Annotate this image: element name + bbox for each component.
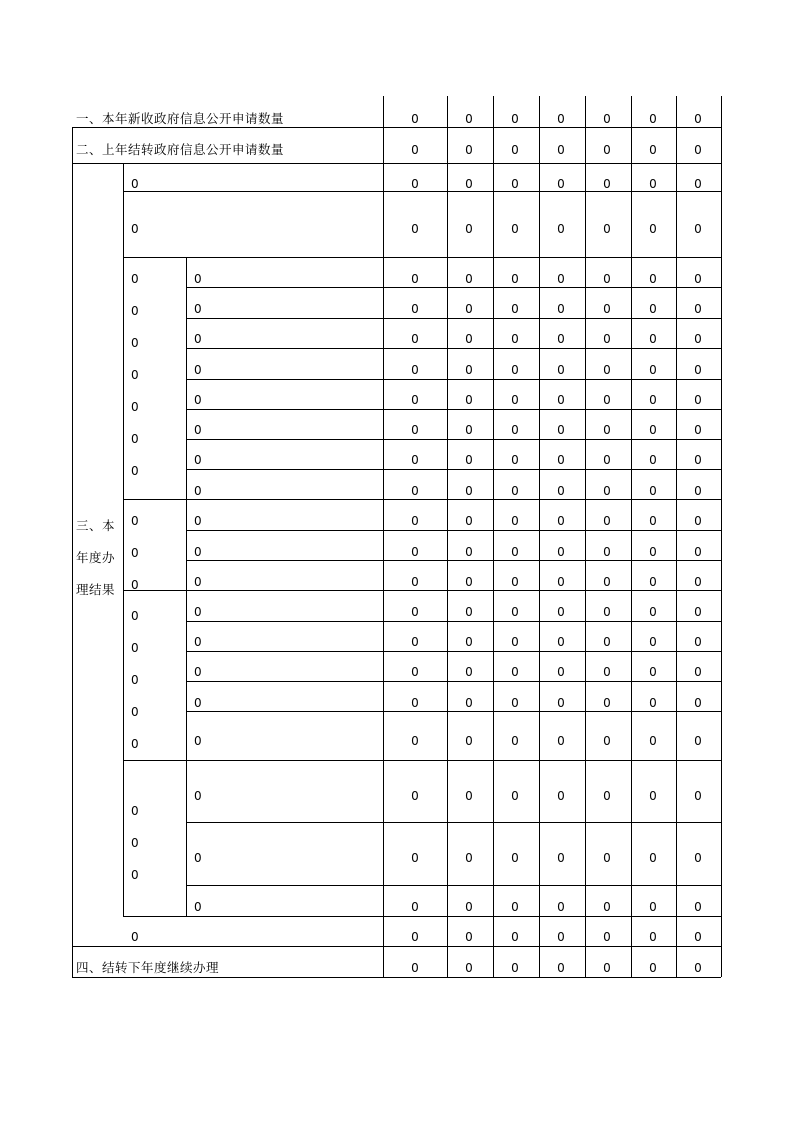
data-cell: 0 — [411, 177, 419, 191]
data-cell: 0 — [603, 453, 611, 467]
row-label-continue: 四、结转下年度继续办理 — [76, 960, 220, 975]
data-cell: 0 — [694, 363, 702, 377]
data-cell: 0 — [465, 789, 473, 803]
data-cell: 0 — [411, 393, 419, 407]
col-divider — [186, 257, 187, 499]
row-border — [186, 379, 721, 380]
col-divider — [585, 96, 586, 977]
data-cell: 0 — [694, 605, 702, 619]
sub-cell-value: 0 — [131, 737, 139, 751]
row-label-results: 三、本 — [76, 518, 116, 533]
data-cell: 0 — [465, 605, 473, 619]
data-cell: 0 — [694, 302, 702, 316]
sub-item-value: 0 — [194, 575, 202, 589]
data-cell: 0 — [411, 222, 419, 236]
data-cell: 0 — [557, 272, 565, 286]
data-cell: 0 — [649, 143, 657, 157]
sub-item-value: 0 — [194, 900, 202, 914]
data-cell: 0 — [557, 789, 565, 803]
data-cell: 0 — [557, 734, 565, 748]
data-cell: 0 — [649, 851, 657, 865]
col-divider — [539, 96, 540, 977]
data-cell: 0 — [465, 222, 473, 236]
data-cell: 0 — [603, 272, 611, 286]
data-cell: 0 — [649, 734, 657, 748]
row-border — [186, 530, 721, 531]
row-border — [186, 318, 721, 319]
data-cell: 0 — [411, 635, 419, 649]
data-cell: 0 — [465, 177, 473, 191]
sub-item-value: 0 — [194, 393, 202, 407]
data-cell: 0 — [557, 545, 565, 559]
data-cell: 0 — [603, 222, 611, 236]
sub-item-value: 0 — [194, 545, 202, 559]
data-cell: 0 — [511, 272, 519, 286]
data-cell: 0 — [511, 789, 519, 803]
data-cell: 0 — [511, 363, 519, 377]
sub-item-value: 0 — [194, 332, 202, 346]
row-border — [72, 163, 721, 164]
data-cell: 0 — [557, 605, 565, 619]
data-cell: 0 — [694, 332, 702, 346]
sub-cell-value: 0 — [131, 514, 139, 528]
data-cell: 0 — [411, 302, 419, 316]
data-cell: 0 — [649, 514, 657, 528]
data-cell: 0 — [411, 545, 419, 559]
col-divider — [631, 96, 632, 977]
row-border — [186, 469, 721, 470]
data-cell: 0 — [557, 484, 565, 498]
data-cell: 0 — [411, 734, 419, 748]
sub-cell-value: 0 — [131, 222, 139, 236]
data-cell: 0 — [411, 423, 419, 437]
row-border — [186, 651, 721, 652]
data-cell: 0 — [694, 453, 702, 467]
data-cell: 0 — [511, 851, 519, 865]
data-cell: 0 — [603, 332, 611, 346]
data-cell: 0 — [411, 665, 419, 679]
sub-cell-value: 0 — [131, 400, 139, 414]
sub-item-value: 0 — [194, 635, 202, 649]
data-cell: 0 — [557, 514, 565, 528]
data-cell: 0 — [649, 272, 657, 286]
data-cell: 0 — [465, 363, 473, 377]
data-cell: 0 — [511, 734, 519, 748]
data-cell: 0 — [411, 363, 419, 377]
data-cell: 0 — [465, 332, 473, 346]
data-cell: 0 — [511, 302, 519, 316]
sub-item-value: 0 — [194, 514, 202, 528]
row-border — [72, 977, 721, 978]
data-cell: 0 — [649, 393, 657, 407]
data-cell: 0 — [511, 393, 519, 407]
data-cell: 0 — [694, 665, 702, 679]
sub-cell-value: 0 — [131, 336, 139, 350]
data-cell: 0 — [603, 900, 611, 914]
data-cell: 0 — [694, 961, 702, 975]
sub-cell-value: 0 — [131, 641, 139, 655]
data-cell: 0 — [557, 112, 565, 126]
data-cell: 0 — [411, 851, 419, 865]
col-divider — [383, 96, 384, 977]
data-cell: 0 — [465, 545, 473, 559]
sub-item-value: 0 — [194, 453, 202, 467]
data-cell: 0 — [603, 363, 611, 377]
col-divider — [123, 163, 124, 916]
data-cell: 0 — [465, 575, 473, 589]
data-cell: 0 — [649, 900, 657, 914]
data-cell: 0 — [694, 734, 702, 748]
sub-item-value: 0 — [194, 665, 202, 679]
data-cell: 0 — [603, 545, 611, 559]
sub-cell-value: 0 — [131, 705, 139, 719]
data-cell: 0 — [649, 363, 657, 377]
sub-cell-value: 0 — [131, 272, 139, 286]
data-cell: 0 — [603, 930, 611, 944]
data-cell: 0 — [694, 423, 702, 437]
data-cell: 0 — [694, 272, 702, 286]
data-cell: 0 — [465, 665, 473, 679]
data-cell: 0 — [411, 575, 419, 589]
data-cell: 0 — [694, 696, 702, 710]
data-cell: 0 — [511, 930, 519, 944]
data-cell: 0 — [557, 575, 565, 589]
data-cell: 0 — [649, 222, 657, 236]
row-border — [186, 560, 721, 561]
data-cell: 0 — [649, 177, 657, 191]
data-cell: 0 — [465, 484, 473, 498]
data-cell: 0 — [465, 112, 473, 126]
row-border — [72, 127, 721, 128]
data-cell: 0 — [557, 222, 565, 236]
table-right-border — [721, 96, 722, 977]
data-cell: 0 — [649, 302, 657, 316]
data-cell: 0 — [411, 961, 419, 975]
data-cell: 0 — [511, 177, 519, 191]
col-divider — [493, 96, 494, 977]
col-divider — [447, 96, 448, 977]
row-label-carried-over: 二、上年结转政府信息公开申请数量 — [76, 142, 285, 157]
data-cell: 0 — [649, 789, 657, 803]
data-cell: 0 — [465, 734, 473, 748]
sub-cell-value: 0 — [131, 177, 139, 191]
data-cell: 0 — [557, 851, 565, 865]
data-cell: 0 — [694, 789, 702, 803]
data-cell: 0 — [603, 393, 611, 407]
data-cell: 0 — [649, 930, 657, 944]
row-border — [186, 885, 721, 886]
data-cell: 0 — [694, 575, 702, 589]
data-cell: 0 — [649, 575, 657, 589]
row-border — [72, 946, 721, 947]
sub-cell-value: 0 — [131, 432, 139, 446]
data-cell: 0 — [694, 143, 702, 157]
data-cell: 0 — [411, 900, 419, 914]
sub-cell-value: 0 — [131, 609, 139, 623]
row-border — [123, 257, 383, 258]
sub-cell-value: 0 — [131, 578, 139, 592]
data-cell: 0 — [557, 930, 565, 944]
data-cell: 0 — [603, 484, 611, 498]
data-cell: 0 — [557, 393, 565, 407]
data-cell: 0 — [511, 332, 519, 346]
data-cell: 0 — [694, 177, 702, 191]
data-cell: 0 — [557, 302, 565, 316]
data-cell: 0 — [603, 961, 611, 975]
data-cell: 0 — [511, 453, 519, 467]
data-cell: 0 — [649, 484, 657, 498]
sub-item-value: 0 — [194, 272, 202, 286]
data-cell: 0 — [603, 112, 611, 126]
data-cell: 0 — [694, 393, 702, 407]
data-cell: 0 — [511, 696, 519, 710]
data-cell: 0 — [649, 545, 657, 559]
data-cell: 0 — [603, 302, 611, 316]
data-cell: 0 — [649, 605, 657, 619]
data-cell: 0 — [465, 851, 473, 865]
data-cell: 0 — [557, 177, 565, 191]
data-cell: 0 — [511, 635, 519, 649]
data-cell: 0 — [557, 900, 565, 914]
sub-cell-value: 0 — [131, 930, 139, 944]
data-cell: 0 — [465, 900, 473, 914]
data-cell: 0 — [465, 696, 473, 710]
data-cell: 0 — [603, 423, 611, 437]
row-border — [186, 822, 721, 823]
data-cell: 0 — [603, 575, 611, 589]
data-cell: 0 — [465, 272, 473, 286]
data-cell: 0 — [465, 635, 473, 649]
data-cell: 0 — [649, 696, 657, 710]
data-cell: 0 — [411, 789, 419, 803]
data-cell: 0 — [465, 514, 473, 528]
sub-item-value: 0 — [194, 484, 202, 498]
data-cell: 0 — [694, 545, 702, 559]
data-cell: 0 — [603, 734, 611, 748]
col-divider — [676, 96, 677, 977]
data-cell: 0 — [557, 696, 565, 710]
data-cell: 0 — [411, 112, 419, 126]
data-cell: 0 — [465, 302, 473, 316]
row-border — [186, 409, 721, 410]
row-label-new-requests: 一、本年新收政府信息公开申请数量 — [76, 111, 285, 126]
data-cell: 0 — [411, 696, 419, 710]
data-cell: 0 — [694, 900, 702, 914]
data-cell: 0 — [511, 112, 519, 126]
sub-cell-value: 0 — [131, 546, 139, 560]
row-border — [186, 287, 721, 288]
data-cell: 0 — [603, 177, 611, 191]
data-cell: 0 — [557, 961, 565, 975]
data-cell: 0 — [557, 453, 565, 467]
sub-item-value: 0 — [194, 302, 202, 316]
data-cell: 0 — [694, 635, 702, 649]
data-cell: 0 — [649, 635, 657, 649]
data-cell: 0 — [411, 514, 419, 528]
data-cell: 0 — [465, 453, 473, 467]
sub-cell-value: 0 — [131, 868, 139, 882]
data-cell: 0 — [694, 851, 702, 865]
data-cell: 0 — [511, 484, 519, 498]
data-cell: 0 — [411, 143, 419, 157]
data-cell: 0 — [511, 423, 519, 437]
data-cell: 0 — [411, 332, 419, 346]
data-cell: 0 — [603, 851, 611, 865]
row-border — [186, 348, 721, 349]
data-cell: 0 — [694, 930, 702, 944]
data-cell: 0 — [557, 363, 565, 377]
data-cell: 0 — [557, 332, 565, 346]
data-cell: 0 — [649, 112, 657, 126]
data-cell: 0 — [603, 605, 611, 619]
data-cell: 0 — [511, 900, 519, 914]
data-cell: 0 — [411, 272, 419, 286]
data-cell: 0 — [694, 484, 702, 498]
sub-cell-value: 0 — [131, 464, 139, 478]
data-cell: 0 — [649, 665, 657, 679]
data-cell: 0 — [465, 393, 473, 407]
data-cell: 0 — [465, 961, 473, 975]
data-cell: 0 — [649, 961, 657, 975]
sub-item-value: 0 — [194, 696, 202, 710]
data-cell: 0 — [411, 605, 419, 619]
data-cell: 0 — [603, 696, 611, 710]
data-cell: 0 — [557, 635, 565, 649]
data-cell: 0 — [511, 575, 519, 589]
data-cell: 0 — [511, 961, 519, 975]
data-cell: 0 — [511, 545, 519, 559]
row-border — [186, 711, 721, 712]
data-cell: 0 — [411, 453, 419, 467]
sub-cell-value: 0 — [131, 673, 139, 687]
row-border — [186, 439, 721, 440]
data-cell: 0 — [649, 453, 657, 467]
table-left-border — [72, 127, 73, 977]
data-cell: 0 — [511, 222, 519, 236]
sub-item-value: 0 — [194, 789, 202, 803]
data-cell: 0 — [511, 605, 519, 619]
row-border — [186, 681, 721, 682]
sub-item-value: 0 — [194, 734, 202, 748]
data-cell: 0 — [694, 112, 702, 126]
data-cell: 0 — [411, 484, 419, 498]
row-label-results: 理结果 — [76, 582, 116, 597]
data-cell: 0 — [465, 143, 473, 157]
sub-cell-value: 0 — [131, 836, 139, 850]
data-cell: 0 — [649, 332, 657, 346]
data-cell: 0 — [649, 423, 657, 437]
sub-item-value: 0 — [194, 423, 202, 437]
sub-item-value: 0 — [194, 363, 202, 377]
col-divider — [186, 760, 187, 916]
data-cell: 0 — [557, 143, 565, 157]
sub-cell-value: 0 — [131, 804, 139, 818]
data-cell: 0 — [603, 143, 611, 157]
data-cell: 0 — [557, 423, 565, 437]
col-divider — [186, 499, 187, 590]
data-cell: 0 — [557, 665, 565, 679]
data-cell: 0 — [694, 222, 702, 236]
data-cell: 0 — [603, 635, 611, 649]
data-cell: 0 — [411, 930, 419, 944]
sub-cell-value: 0 — [131, 304, 139, 318]
data-cell: 0 — [465, 423, 473, 437]
row-label-results: 年度办 — [76, 550, 116, 565]
sub-cell-value: 0 — [131, 368, 139, 382]
data-cell: 0 — [511, 143, 519, 157]
sub-item-value: 0 — [194, 605, 202, 619]
data-cell: 0 — [511, 514, 519, 528]
data-cell: 0 — [511, 665, 519, 679]
data-cell: 0 — [603, 514, 611, 528]
data-cell: 0 — [694, 514, 702, 528]
data-cell: 0 — [603, 789, 611, 803]
sub-item-value: 0 — [194, 851, 202, 865]
data-cell: 0 — [465, 930, 473, 944]
data-cell: 0 — [603, 665, 611, 679]
col-divider — [186, 590, 187, 760]
row-border — [186, 621, 721, 622]
